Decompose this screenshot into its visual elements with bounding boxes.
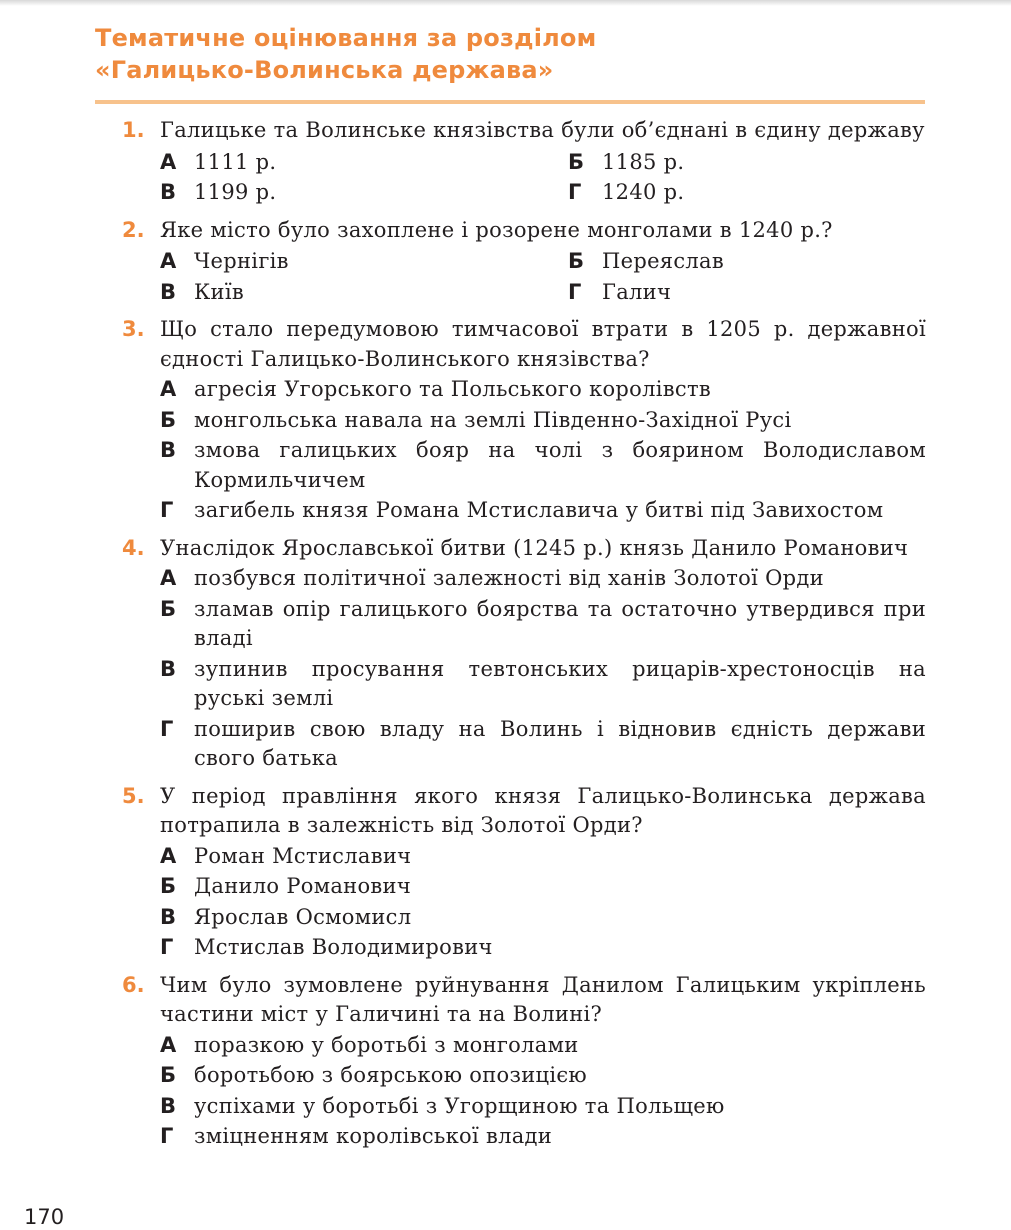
question-4: [122, 534, 926, 774]
answer-options: [160, 147, 926, 208]
answer-option-h[interactable]: [568, 278, 926, 308]
option-letter: Б: [568, 149, 585, 174]
option-letter: Б: [160, 596, 177, 621]
option-text: Ярослав Осмомисл: [194, 904, 412, 929]
answer-option-b[interactable]: [568, 247, 926, 277]
option-text: боротьбою з боярською опозицією: [194, 1063, 587, 1087]
option-letter: А: [160, 377, 177, 401]
option-text: Галич: [602, 279, 672, 304]
option-text: 1199 р.: [194, 180, 277, 204]
answer-options: [160, 246, 926, 307]
option-letter: В: [160, 180, 177, 204]
answer-option-a[interactable]: [160, 247, 568, 277]
question-2: [122, 216, 926, 308]
option-text: зупинив просування тевтонських рицарів-хрестоносців на руські землі: [194, 656, 926, 710]
option-text: зміцненням королівської влади: [194, 1124, 553, 1148]
answer-options: [160, 375, 926, 526]
option-letter: В: [160, 1093, 177, 1118]
option-text: змова галицьких бояр на чолі з боярином Володиславом Кормильчичем: [194, 438, 926, 492]
answer-option-a[interactable]: [160, 148, 568, 178]
question-text: Яке місто було захоплене і розорене монголами в 1240 р.?: [160, 217, 833, 242]
option-letter: А: [160, 843, 177, 868]
question-number: 3.: [122, 317, 145, 341]
option-letter: В: [160, 904, 177, 929]
option-letter: А: [160, 566, 177, 590]
option-letter: Г: [568, 279, 582, 304]
answer-option-v[interactable]: [160, 1092, 926, 1122]
title-line-1: Тематичне оцінювання за розділом: [95, 24, 597, 52]
option-letter: В: [160, 438, 177, 462]
option-letter: Г: [160, 1124, 174, 1148]
option-letter: А: [160, 149, 177, 174]
option-text: поразкою у боротьбі з монголами: [194, 1032, 579, 1057]
option-text: Чернігів: [194, 249, 289, 273]
option-letter: Б: [160, 407, 177, 432]
answer-option-v[interactable]: [160, 436, 926, 495]
option-text: Мстислав Володимирович: [194, 935, 493, 959]
question-text: У період правління якого князя Галицько-Волинська держава потрапила в залежність від Золотої Орди?: [160, 783, 926, 837]
question-number: 4.: [122, 535, 145, 560]
option-text: поширив свою владу на Волинь і відновив єдність держави свого батька: [194, 716, 926, 770]
question-1: [122, 116, 926, 208]
answer-option-a[interactable]: [160, 375, 926, 405]
option-text: агресія Угорського та Польського королівств: [194, 377, 712, 401]
option-letter: В: [160, 279, 177, 304]
option-letter: А: [160, 249, 177, 273]
title-line-2: «Галицько-Волинська держава»: [95, 56, 554, 84]
question-3: [122, 315, 926, 526]
option-letter: Г: [160, 498, 174, 522]
page-title: [95, 22, 596, 86]
answer-options: [160, 564, 926, 774]
question-6: [122, 971, 926, 1152]
question-text: Що стало передумовою тимчасової втрати в 1205 р. державної єдності Галицько-Волинського князівства?: [160, 317, 926, 371]
question-text: Галицьке та Волинське князівства були об’єднані в єдину державу: [160, 118, 925, 142]
option-letter: Б: [160, 1063, 177, 1087]
question-text: Унаслідок Ярославської битви (1245 р.) князь Данило Романович: [160, 535, 909, 560]
option-letter: В: [160, 656, 177, 681]
answer-option-v[interactable]: [160, 178, 568, 208]
answer-option-v[interactable]: [160, 655, 926, 714]
option-text: Данило Романович: [194, 874, 412, 898]
option-text: Київ: [194, 279, 244, 304]
title-divider: [95, 100, 925, 104]
answer-options: [160, 1031, 926, 1152]
question-number: 6.: [122, 972, 145, 997]
option-letter: Г: [568, 180, 582, 204]
answer-option-h[interactable]: [160, 933, 926, 963]
answer-option-h[interactable]: [160, 715, 926, 774]
answer-option-h[interactable]: [160, 1122, 926, 1152]
option-text: успіхами у боротьбі з Угорщиною та Польщею: [194, 1093, 725, 1118]
option-text: Роман Мстиславич: [194, 843, 412, 868]
answer-option-h[interactable]: [160, 496, 926, 526]
option-letter: Г: [160, 935, 174, 959]
answer-option-a[interactable]: [160, 842, 926, 872]
option-text: загибель князя Романа Мстиславича у битві під Завихостом: [194, 498, 884, 522]
option-text: Переяслав: [602, 249, 725, 273]
option-letter: А: [160, 1032, 177, 1057]
question-5: [122, 782, 926, 963]
option-text: 1240 р.: [602, 180, 685, 204]
answer-option-v[interactable]: [160, 278, 568, 308]
page-number: 170: [24, 1205, 65, 1229]
answer-option-b[interactable]: [160, 406, 926, 436]
question-number: 2.: [122, 217, 145, 242]
answer-option-h[interactable]: [568, 178, 926, 208]
option-letter: Г: [160, 716, 174, 741]
option-text: позбувся політичної залежності від ханів Золотої Орди: [194, 566, 824, 590]
option-text: монгольська навала на землі Південно-Західної Русі: [194, 407, 792, 432]
answer-option-a[interactable]: [160, 564, 926, 594]
question-number: 5.: [122, 783, 145, 808]
question-text: Чим було зумовлене руйнування Данилом Галицьким укріплень частини міст у Галичині та на Волині?: [160, 972, 926, 1026]
answer-option-b[interactable]: [160, 1061, 926, 1091]
answer-options: [160, 842, 926, 963]
answer-option-a[interactable]: [160, 1031, 926, 1061]
page-top-shadow: [0, 0, 1011, 6]
answer-option-b[interactable]: [568, 148, 926, 178]
question-list: [122, 116, 926, 1160]
option-text: 1111 р.: [194, 149, 277, 174]
answer-option-b[interactable]: [160, 872, 926, 902]
option-text: зламав опір галицького боярства та остаточно утвердився при владі: [194, 596, 926, 650]
question-number: 1.: [122, 118, 145, 142]
option-text: 1185 р.: [602, 149, 685, 174]
answer-option-v[interactable]: [160, 903, 926, 933]
answer-option-b[interactable]: [160, 595, 926, 654]
option-letter: Б: [568, 249, 585, 273]
option-letter: Б: [160, 874, 177, 898]
